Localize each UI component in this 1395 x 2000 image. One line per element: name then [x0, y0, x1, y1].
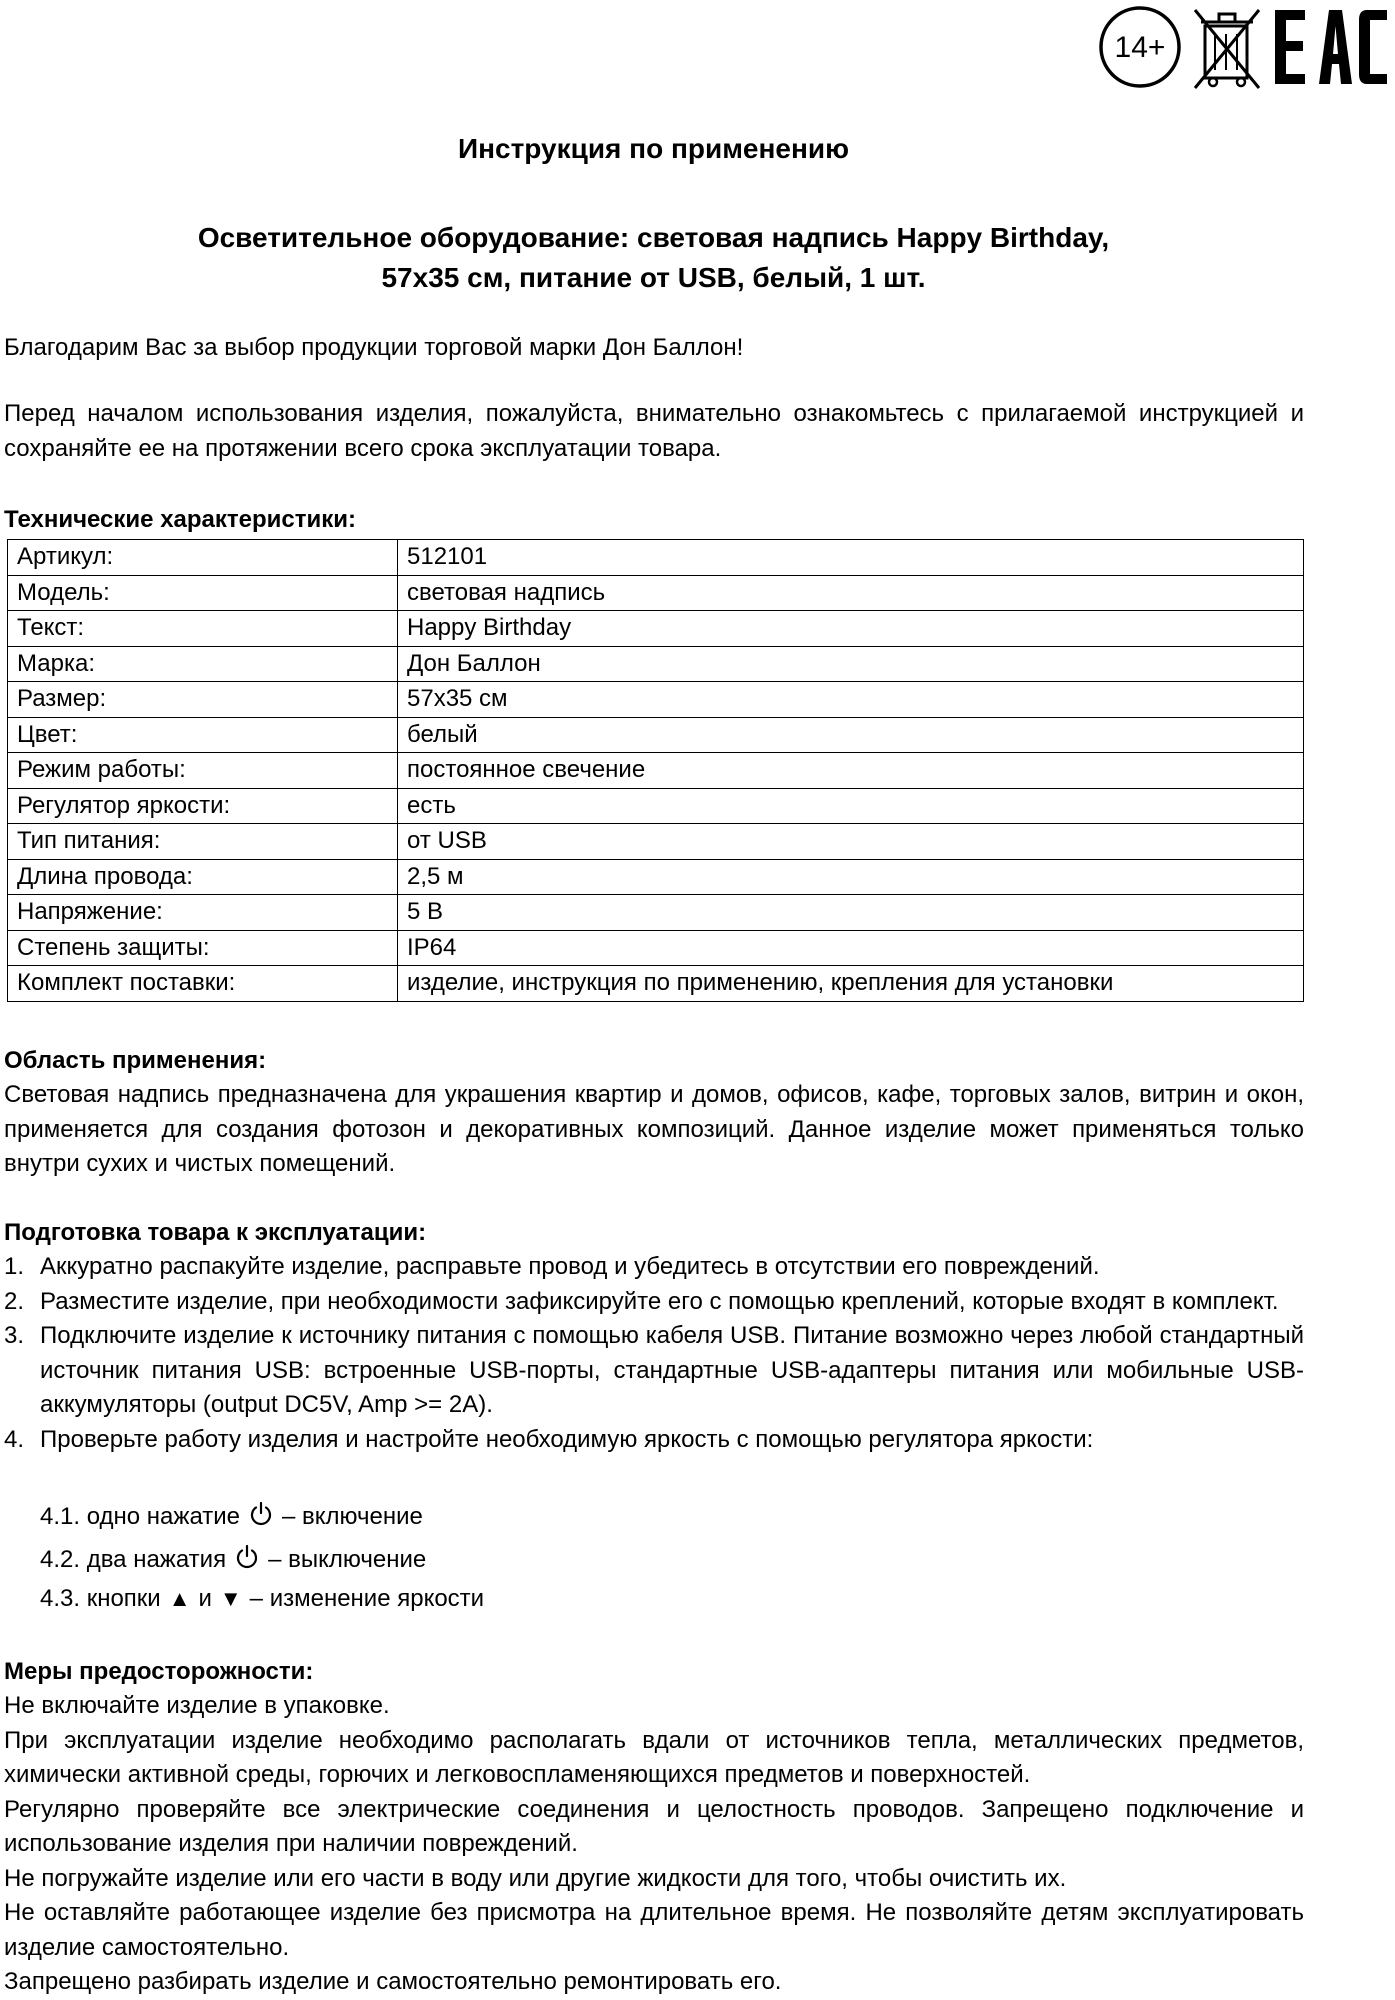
eac-mark-icon	[1271, 4, 1391, 90]
list-item-text: Подключите изделие к источнику питания с помощью кабеля USB. Питание возможно через любой стандартный источник питания USB: встроенные USB-порты, стандартные USB-адаптеры питания или мобильные USB-аккумуляторы (output DC5V, Amp >= 2A).	[40, 1322, 1304, 1418]
product-subtitle	[0, 218, 1307, 298]
spec-value: 57x35 см	[398, 682, 1304, 718]
spec-value: 2,5 м	[398, 859, 1304, 895]
table-row	[8, 824, 1304, 860]
usage-title: Область применения:	[4, 1047, 267, 1074]
spec-value: есть	[398, 788, 1304, 824]
spec-key: Комплект поставки:	[8, 966, 398, 1002]
sub-item-label: 4.2. два нажатия	[40, 1546, 227, 1573]
table-row	[8, 859, 1304, 895]
spec-key: Регулятор яркости:	[8, 788, 398, 824]
sub-item-brightness	[40, 1582, 484, 1616]
weee-bin-icon	[1191, 4, 1263, 90]
list-item-text: Проверьте работу изделия и настройте необходимую яркость с помощью регулятора яркости:	[40, 1425, 1094, 1453]
power-icon	[248, 1501, 274, 1527]
spec-value: изделие, инструкция по применению, крепления для установки	[398, 966, 1304, 1002]
spec-value: Happy Birthday	[398, 611, 1304, 647]
precaution-paragraph: Регулярно проверяйте все электрические соединения и целостность проводов. Запрещено подключение и использование изделия при наличии повреждений.	[4, 1795, 1304, 1857]
table-row	[8, 930, 1304, 966]
spec-key: Длина провода:	[8, 859, 398, 895]
spec-value: постоянное свечение	[398, 753, 1304, 789]
page-title: Инструкция по применению	[457, 133, 849, 164]
table-row	[8, 646, 1304, 682]
table-row	[8, 753, 1304, 789]
spec-key: Степень защиты:	[8, 930, 398, 966]
spec-key: Текст:	[8, 611, 398, 647]
intro-text: Перед началом использования изделия, пожалуйста, внимательно ознакомьтесь с прилагаемой инструкцией и сохраняйте ее на протяжении всего срока эксплуатации товара.	[4, 400, 1304, 462]
spec-value: от USB	[398, 824, 1304, 860]
table-row	[8, 611, 1304, 647]
spec-value: белый	[398, 717, 1304, 753]
precaution-paragraph: Не включайте изделие в упаковке.	[4, 1692, 390, 1719]
precaution-paragraph: Не погружайте изделие или его части в воду или другие жидкости для того, чтобы очистить их.	[4, 1864, 1067, 1892]
list-item-number: 2.	[4, 1287, 25, 1315]
prep-title: Подготовка товара к эксплуатации:	[4, 1219, 427, 1246]
precautions-text	[4, 1689, 1304, 2000]
spec-value: 512101	[398, 540, 1304, 576]
subtitle-line-2: 57x35 см, питание от USB, белый, 1 шт.	[381, 262, 926, 293]
list-item	[4, 1319, 1304, 1423]
table-row	[8, 575, 1304, 611]
sub-item-label: 4.1. одно нажатие	[40, 1503, 241, 1530]
spec-key: Размер:	[8, 682, 398, 718]
precaution-paragraph: Запрещено разбирать изделие и самостоятельно ремонтировать его.	[4, 1968, 782, 1995]
age-rating-label: 14+	[1114, 31, 1166, 64]
spec-key: Марка:	[8, 646, 398, 682]
precautions-title: Меры предосторожности:	[4, 1658, 314, 1685]
spec-value: 5 В	[398, 895, 1304, 931]
spec-key: Модель:	[8, 575, 398, 611]
spec-value: световая надпись	[398, 575, 1304, 611]
list-item-number: 3.	[4, 1322, 25, 1349]
list-item-number: 1.	[4, 1253, 25, 1280]
spec-key: Тип питания:	[8, 824, 398, 860]
spec-value: IP64	[398, 930, 1304, 966]
list-item	[4, 1423, 1304, 1458]
list-item-text: Аккуратно распакуйте изделие, расправьте провод и убедитесь в отсутствии его повреждений.	[40, 1253, 1100, 1280]
table-row	[8, 966, 1304, 1002]
age-rating-icon	[1097, 4, 1183, 90]
sub-item-conjunction: и	[198, 1585, 212, 1612]
sub-item-power-off	[40, 1543, 426, 1577]
thanks-text: Благодарим Вас за выбор продукции торговой марки Дон Баллон!	[4, 334, 744, 361]
list-item	[4, 1285, 1304, 1320]
sub-item-label: 4.3. кнопки	[40, 1585, 161, 1612]
sub-item-action: – изменение яркости	[249, 1585, 485, 1612]
table-row	[8, 540, 1304, 576]
spec-key: Режим работы:	[8, 753, 398, 789]
spec-key: Цвет:	[8, 717, 398, 753]
certification-marks	[1097, 4, 1391, 90]
prep-list	[4, 1250, 1304, 1457]
power-icon	[234, 1544, 260, 1570]
subtitle-line-1: Осветительное оборудование: световая надпись Happy Birthday,	[197, 222, 1110, 253]
list-item-number: 4.	[4, 1425, 25, 1453]
specs-title: Технические характеристики:	[4, 506, 357, 533]
table-row	[8, 788, 1304, 824]
spec-key: Артикул:	[8, 540, 398, 576]
spec-key: Напряжение:	[8, 895, 398, 931]
table-row	[8, 895, 1304, 931]
sub-item-action: – включение	[282, 1503, 423, 1530]
specs-table	[7, 539, 1304, 1002]
list-item-text: Разместите изделие, при необходимости зафиксируйте его с помощью креплений, которые входят в комплект.	[40, 1287, 1279, 1315]
sub-item-action: – выключение	[268, 1546, 427, 1573]
table-row	[8, 682, 1304, 718]
triangle-up-icon: ▲	[168, 1586, 191, 1611]
spec-value: Дон Баллон	[398, 646, 1304, 682]
triangle-down-icon: ▼	[219, 1586, 242, 1611]
precaution-paragraph: Не оставляйте работающее изделие без присмотра на длительное время. Не позволяйте детям эксплуатировать изделие самостоятельно.	[4, 1899, 1304, 1961]
list-item	[4, 1250, 1304, 1285]
precaution-paragraph: При эксплуатации изделие необходимо располагать вдали от источников тепла, металлических предметов, химически активной среды, горючих и легковоспламеняющихся предметов и поверхностей.	[4, 1726, 1304, 1788]
sub-item-power-on	[40, 1500, 423, 1534]
usage-text: Световая надпись предназначена для украшения квартир и домов, офисов, кафе, торговых залов, витрин и окон, применяется для создания фотозон и декоративных композиций. Данное изделие может применяться только внутри сухих и чистых помещений.	[4, 1081, 1304, 1177]
table-row	[8, 717, 1304, 753]
